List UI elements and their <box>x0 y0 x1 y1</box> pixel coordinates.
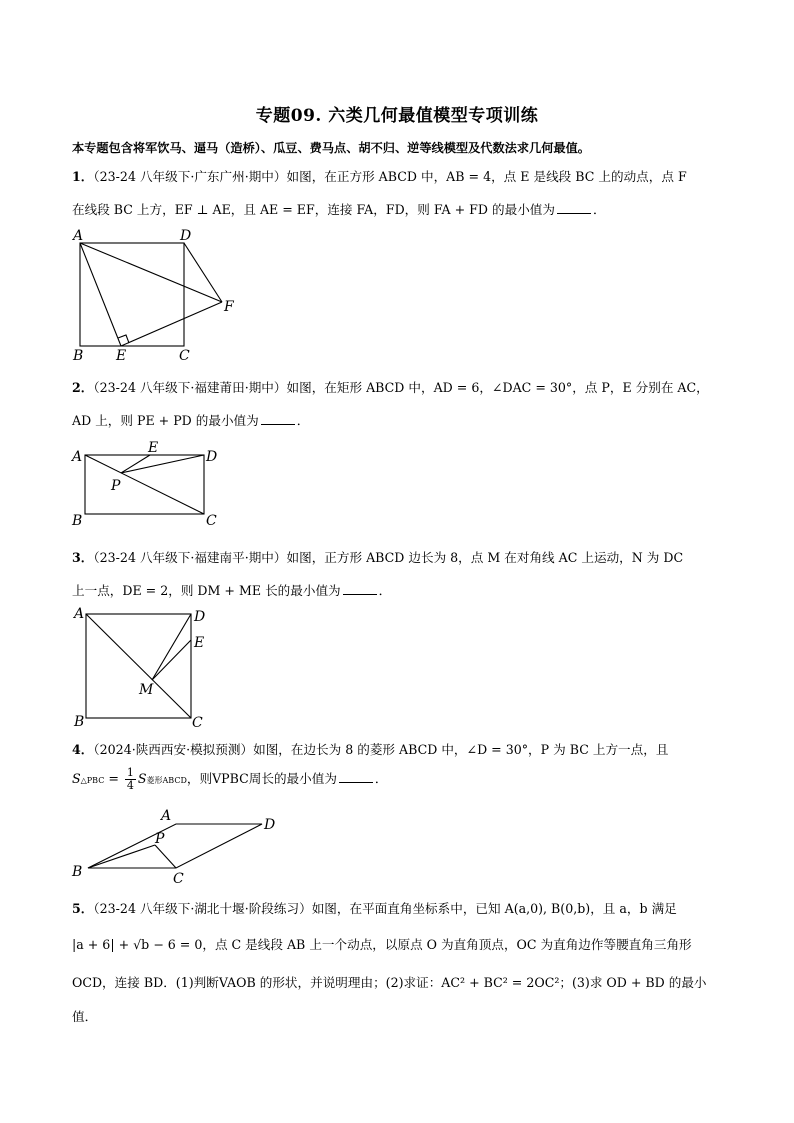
q1-segment-df <box>184 243 222 302</box>
q4-area-symbol-2: S <box>137 771 147 786</box>
q4-rhombus <box>88 824 262 868</box>
q3-label-a: A <box>74 606 85 622</box>
q5-line-3: OCD，连接 BD．(1)判断VAOB 的形状，并说明理由；(2)求证：AC² + BC² = 2OC²；(3)求 OD + BD 的最小 <box>72 975 707 990</box>
q1-label-c: C <box>179 348 190 364</box>
q4-label-d: D <box>264 817 276 833</box>
q5-text-1: 如图，在平面直角坐标系中，已知 A(a,0), B(0,b)，且 a，b 满足 <box>311 901 677 916</box>
q1-label-e: E <box>116 348 127 364</box>
q3-number: 3． <box>72 550 94 565</box>
q1-text-2: 在线段 BC 上方，EF ⊥ AE，且 AE = EF，连接 FA，FD，则 FA + FD 的最小值为 <box>72 202 555 217</box>
q2-label-a: A <box>72 449 83 465</box>
q1-source: （23-24 八年级下·广东广州·期中） <box>93 169 287 184</box>
q1-segment-ef <box>121 302 222 346</box>
q3-label-e: E <box>194 635 205 651</box>
q2-label-b: B <box>72 513 83 529</box>
q4-source: （2024·陕西西安·模拟预测） <box>93 742 254 757</box>
q2-source: （23-24 八年级下·福建莆田·期中） <box>93 380 287 395</box>
q3-label-m: M <box>139 682 154 698</box>
q5-number: 5． <box>72 901 94 916</box>
q4-frac-num: 1 <box>126 766 134 779</box>
q4-text-2: ，则VPBC周长的最小值为 <box>186 771 337 786</box>
q1-text-1: 如图，在正方形 ABCD 中，AB = 4，点 E 是线段 BC 上的动点，点 F <box>286 169 687 184</box>
q2-label-d: D <box>206 449 218 465</box>
q5-line-2: |a + 6| + √b − 6 = 0，点 C 是线段 AB 上一个动点，以原点 O 为直角顶点，OC 为直角边作等腰直角三角形 <box>72 937 692 952</box>
q1-label-d: D <box>180 228 192 244</box>
q1-end: ． <box>592 202 606 217</box>
q4-frac-den: 4 <box>126 779 134 792</box>
q4-segment-pc <box>155 845 176 868</box>
q5-line-4: 值． <box>72 1009 98 1024</box>
q3-text-1: 如图，正方形 ABCD 边长为 8，点 M 在对角线 AC 上运动，N 为 DC <box>286 550 684 565</box>
q2-label-c: C <box>206 513 217 529</box>
q3-label-d: D <box>194 609 206 625</box>
q4-area-symbol: S <box>72 771 81 786</box>
q1-square <box>80 243 184 346</box>
q4-label-b: B <box>72 864 83 880</box>
q4-area-sub: △PBC <box>80 776 105 785</box>
page-title: 专题09. 六类几何最值模型专项训练 <box>255 106 539 126</box>
q4-end: ． <box>374 771 388 786</box>
q3-source: （23-24 八年级下·福建南平·期中） <box>93 550 287 565</box>
q2-label-e: E <box>148 440 159 456</box>
q4-number: 4． <box>72 742 94 757</box>
q4-segment-pb <box>88 845 155 868</box>
q4-label-a: A <box>161 808 172 824</box>
q3-segment-md <box>152 614 191 680</box>
q4-label-p: P <box>155 831 165 847</box>
q4-equals: = <box>104 771 123 786</box>
q3-end: ． <box>378 583 392 598</box>
q1-label-a: A <box>73 228 84 244</box>
q2-text-2: AD 上，则 PE + PD 的最小值为 <box>72 413 259 428</box>
q4-area-sub-2: 菱形ABCD <box>146 776 187 785</box>
q1-label-f: F <box>224 299 234 315</box>
figure-4 <box>88 824 262 868</box>
q1-label-b: B <box>73 348 84 364</box>
intro-text: 本专题包含将军饮马、逼马（造桥）、瓜豆、费马点、胡不归、逆等线模型及代数法求几何最值。 <box>72 141 590 155</box>
q3-label-b: B <box>74 714 85 730</box>
q3-label-c: C <box>192 715 203 731</box>
q2-text-1: 如图，在矩形 ABCD 中，AD = 6，∠DAC = 30°，点 P，E 分别在 AC， <box>286 380 709 395</box>
q2-diagonal-ac <box>85 455 204 514</box>
figure-3 <box>86 614 191 718</box>
q5-source: （23-24 八年级下·湖北十堰·阶段练习） <box>93 901 312 916</box>
q2-number: 2． <box>72 380 94 395</box>
q1-segment-af <box>80 243 222 302</box>
figure-2 <box>85 455 204 514</box>
q1-number: 1． <box>72 169 94 184</box>
q3-diagonal-ac <box>86 614 191 718</box>
q2-segment-pd <box>121 455 204 473</box>
figure-1 <box>80 243 222 346</box>
q4-text-1: 如图，在边长为 8 的菱形 ABCD 中，∠D = 30°，P 为 BC 上方一点，且 <box>253 742 669 757</box>
q1-segment-ae <box>80 243 121 346</box>
q2-label-p: P <box>111 478 121 494</box>
q2-end: ． <box>296 413 310 428</box>
q4-label-c: C <box>173 871 184 887</box>
q3-text-2: 上一点，DE = 2，则 DM + ME 长的最小值为 <box>72 583 341 598</box>
